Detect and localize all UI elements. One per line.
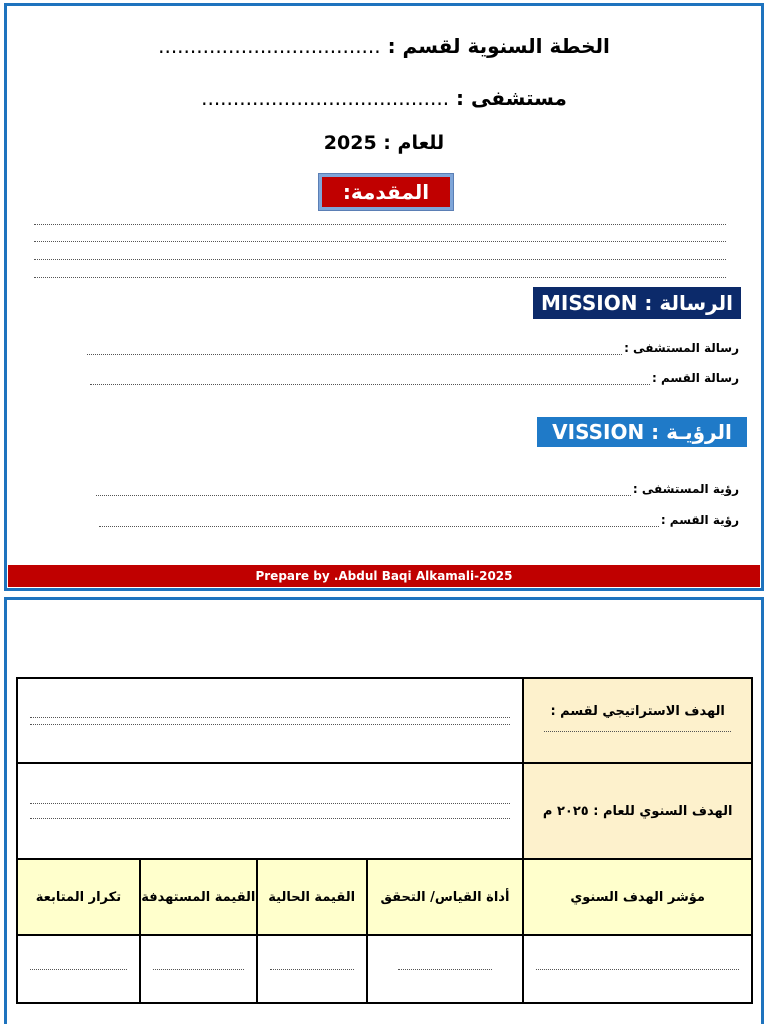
input-line[interactable] xyxy=(153,969,244,970)
input-line[interactable] xyxy=(536,969,739,970)
strategic-goal-cell xyxy=(523,678,752,763)
page-two xyxy=(4,597,764,1024)
col-measurement-tool: أداة القياس/ التحقق xyxy=(367,859,524,935)
annual-goal-label: الهدف السنوي للعام : ٢٠٢٥ م xyxy=(542,803,733,819)
annual-goal-cell xyxy=(523,763,752,859)
strategic-goal-input[interactable] xyxy=(17,678,523,763)
col-current-value: القيمة الحالية xyxy=(257,859,367,935)
target-value-input[interactable] xyxy=(140,935,257,1003)
intro-heading-box xyxy=(318,173,454,211)
hospital-title-dots: ....................................... xyxy=(201,86,450,110)
hospital-mission-field xyxy=(87,341,739,355)
department-mission-field xyxy=(90,371,739,385)
department-vision-label: رؤية القسم : xyxy=(660,513,739,527)
footer-credit: Prepare by .Abdul Baqi Alkamali-2025 xyxy=(8,565,760,587)
intro-line[interactable] xyxy=(34,241,726,242)
input-line[interactable] xyxy=(30,818,510,819)
year-title: للعام : 2025 xyxy=(323,132,445,154)
plan-title-dots: ................................... xyxy=(158,34,381,58)
intro-heading: المقدمة: xyxy=(322,177,450,207)
hospital-title xyxy=(7,86,761,110)
plan-title xyxy=(7,34,761,58)
intro-line[interactable] xyxy=(34,259,726,260)
hospital-title-text: مستشفى : xyxy=(456,86,567,110)
hospital-vision-field xyxy=(96,482,739,496)
strategic-goal-label: الهدف الاستراتيجي لقسم : xyxy=(550,703,725,719)
input-line[interactable] xyxy=(30,969,127,970)
table-row xyxy=(17,935,752,1003)
strategic-goal-row xyxy=(17,678,752,763)
annual-goal-row xyxy=(17,763,752,859)
col-target-value: القيمة المستهدفة xyxy=(140,859,257,935)
hospital-vision-line[interactable] xyxy=(96,495,631,496)
columns-header-row xyxy=(17,859,752,935)
input-line[interactable] xyxy=(270,969,354,970)
strategic-goal-line[interactable] xyxy=(544,731,731,732)
intro-line[interactable] xyxy=(34,277,726,278)
col-follow-up-frequency: تكرار المتابعة xyxy=(17,859,140,935)
department-mission-label: رسالة القسم : xyxy=(651,371,739,385)
follow-up-frequency-input[interactable] xyxy=(17,935,140,1003)
annual-goal-input[interactable] xyxy=(17,763,523,859)
current-value-input[interactable] xyxy=(257,935,367,1003)
hospital-mission-label: رسالة المستشفى : xyxy=(624,341,739,355)
mission-heading: الرسالة : MISSION xyxy=(533,287,741,319)
measurement-tool-input[interactable] xyxy=(367,935,524,1003)
indicator-input[interactable] xyxy=(523,935,752,1003)
hospital-vision-label: رؤية المستشفى : xyxy=(632,482,739,496)
col-indicator: مؤشر الهدف السنوي xyxy=(523,859,752,935)
hospital-mission-line[interactable] xyxy=(87,354,622,355)
intro-line[interactable] xyxy=(34,224,726,225)
plan-title-text: الخطة السنوية لقسم : xyxy=(387,34,610,58)
input-line[interactable] xyxy=(398,969,493,970)
vision-heading: الرؤيـة : VISSION xyxy=(537,417,747,447)
input-line[interactable] xyxy=(30,717,510,718)
department-vision-line[interactable] xyxy=(99,526,659,527)
department-vision-field xyxy=(99,513,739,527)
input-line[interactable] xyxy=(30,724,510,725)
plan-table xyxy=(16,677,753,1004)
department-mission-line[interactable] xyxy=(90,384,650,385)
input-line[interactable] xyxy=(30,803,510,804)
page-one xyxy=(4,3,764,591)
